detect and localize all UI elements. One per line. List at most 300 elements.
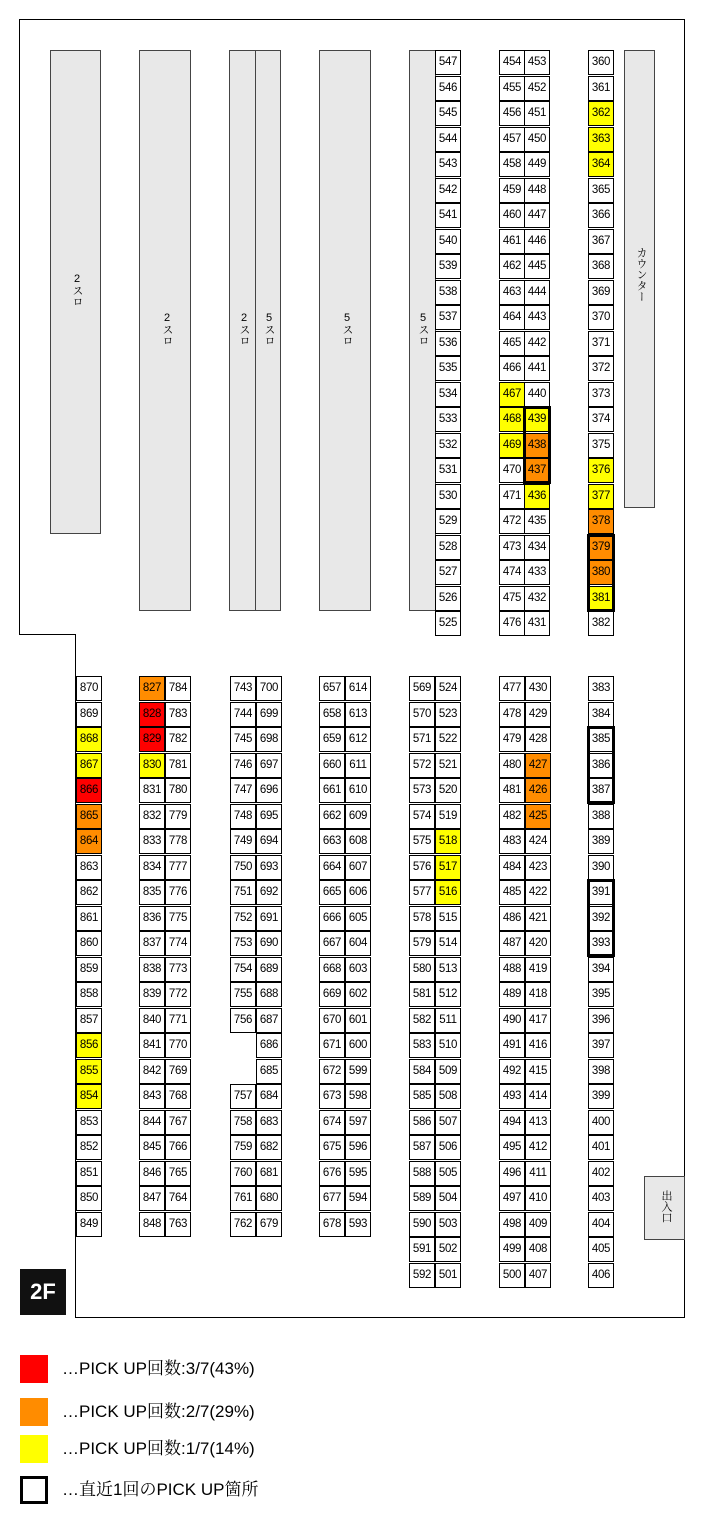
- seat-449[interactable]: 449: [524, 152, 550, 177]
- seat-854[interactable]: 854: [76, 1084, 102, 1109]
- seat-687[interactable]: 687: [256, 1008, 282, 1033]
- seat-598[interactable]: 598: [345, 1084, 371, 1109]
- seat-408[interactable]: 408: [525, 1237, 551, 1262]
- seat-431[interactable]: 431: [524, 611, 550, 636]
- seat-676[interactable]: 676: [319, 1161, 345, 1186]
- seat-397[interactable]: 397: [588, 1033, 614, 1058]
- seat-832[interactable]: 832: [139, 804, 165, 829]
- seat-407[interactable]: 407: [525, 1263, 551, 1288]
- seat-533[interactable]: 533: [435, 407, 461, 432]
- seat-766[interactable]: 766: [165, 1135, 191, 1160]
- seat-845[interactable]: 845: [139, 1135, 165, 1160]
- seat-441[interactable]: 441: [524, 356, 550, 381]
- seat-760[interactable]: 760: [230, 1161, 256, 1186]
- seat-468[interactable]: 468: [499, 407, 525, 432]
- seat-497[interactable]: 497: [499, 1186, 525, 1211]
- seat-754[interactable]: 754: [230, 957, 256, 982]
- seat-430[interactable]: 430: [525, 676, 551, 701]
- seat-675[interactable]: 675: [319, 1135, 345, 1160]
- seat-771[interactable]: 771: [165, 1008, 191, 1033]
- seat-828[interactable]: 828: [139, 702, 165, 727]
- seat-415[interactable]: 415: [525, 1059, 551, 1084]
- seat-519[interactable]: 519: [435, 804, 461, 829]
- seat-689[interactable]: 689: [256, 957, 282, 982]
- seat-452[interactable]: 452: [524, 76, 550, 101]
- seat-463[interactable]: 463: [499, 280, 525, 305]
- seat-473[interactable]: 473: [499, 535, 525, 560]
- seat-836[interactable]: 836: [139, 906, 165, 931]
- seat-696[interactable]: 696: [256, 778, 282, 803]
- seat-413[interactable]: 413: [525, 1110, 551, 1135]
- seat-478[interactable]: 478: [499, 702, 525, 727]
- seat-383[interactable]: 383: [588, 676, 614, 701]
- seat-516[interactable]: 516: [435, 880, 461, 905]
- seat-590[interactable]: 590: [409, 1212, 435, 1237]
- seat-856[interactable]: 856: [76, 1033, 102, 1058]
- seat-688[interactable]: 688: [256, 982, 282, 1007]
- seat-695[interactable]: 695: [256, 804, 282, 829]
- seat-540[interactable]: 540: [435, 229, 461, 254]
- seat-503[interactable]: 503: [435, 1212, 461, 1237]
- seat-362[interactable]: 362: [588, 101, 614, 126]
- seat-387[interactable]: 387: [588, 778, 614, 803]
- seat-450[interactable]: 450: [524, 127, 550, 152]
- seat-589[interactable]: 589: [409, 1186, 435, 1211]
- seat-398[interactable]: 398: [588, 1059, 614, 1084]
- seat-403[interactable]: 403: [588, 1186, 614, 1211]
- seat-395[interactable]: 395: [588, 982, 614, 1007]
- seat-411[interactable]: 411: [525, 1161, 551, 1186]
- seat-381[interactable]: 381: [588, 586, 614, 611]
- seat-777[interactable]: 777: [165, 855, 191, 880]
- seat-745[interactable]: 745: [230, 727, 256, 752]
- seat-666[interactable]: 666: [319, 906, 345, 931]
- seat-843[interactable]: 843: [139, 1084, 165, 1109]
- seat-393[interactable]: 393: [588, 931, 614, 956]
- seat-672[interactable]: 672: [319, 1059, 345, 1084]
- seat-524[interactable]: 524: [435, 676, 461, 701]
- seat-748[interactable]: 748: [230, 804, 256, 829]
- seat-833[interactable]: 833: [139, 829, 165, 854]
- seat-678[interactable]: 678: [319, 1212, 345, 1237]
- seat-692[interactable]: 692: [256, 880, 282, 905]
- seat-773[interactable]: 773: [165, 957, 191, 982]
- seat-762[interactable]: 762: [230, 1212, 256, 1237]
- seat-769[interactable]: 769: [165, 1059, 191, 1084]
- seat-417[interactable]: 417: [525, 1008, 551, 1033]
- seat-454[interactable]: 454: [499, 50, 525, 75]
- seat-829[interactable]: 829: [139, 727, 165, 752]
- seat-757[interactable]: 757: [230, 1084, 256, 1109]
- seat-495[interactable]: 495: [499, 1135, 525, 1160]
- seat-385[interactable]: 385: [588, 727, 614, 752]
- seat-691[interactable]: 691: [256, 906, 282, 931]
- seat-464[interactable]: 464: [499, 305, 525, 330]
- seat-427[interactable]: 427: [525, 753, 551, 778]
- seat-366[interactable]: 366: [588, 203, 614, 228]
- seat-507[interactable]: 507: [435, 1110, 461, 1135]
- seat-447[interactable]: 447: [524, 203, 550, 228]
- seat-545[interactable]: 545: [435, 101, 461, 126]
- seat-488[interactable]: 488: [499, 957, 525, 982]
- seat-428[interactable]: 428: [525, 727, 551, 752]
- seat-784[interactable]: 784: [165, 676, 191, 701]
- seat-479[interactable]: 479: [499, 727, 525, 752]
- seat-423[interactable]: 423: [525, 855, 551, 880]
- seat-685[interactable]: 685: [256, 1059, 282, 1084]
- seat-682[interactable]: 682: [256, 1135, 282, 1160]
- seat-482[interactable]: 482: [499, 804, 525, 829]
- seat-776[interactable]: 776: [165, 880, 191, 905]
- seat-532[interactable]: 532: [435, 433, 461, 458]
- seat-681[interactable]: 681: [256, 1161, 282, 1186]
- seat-526[interactable]: 526: [435, 586, 461, 611]
- seat-572[interactable]: 572: [409, 753, 435, 778]
- seat-783[interactable]: 783: [165, 702, 191, 727]
- seat-412[interactable]: 412: [525, 1135, 551, 1160]
- seat-510[interactable]: 510: [435, 1033, 461, 1058]
- seat-751[interactable]: 751: [230, 880, 256, 905]
- seat-434[interactable]: 434: [524, 535, 550, 560]
- seat-466[interactable]: 466: [499, 356, 525, 381]
- seat-460[interactable]: 460: [499, 203, 525, 228]
- seat-389[interactable]: 389: [588, 829, 614, 854]
- seat-456[interactable]: 456: [499, 101, 525, 126]
- seat-538[interactable]: 538: [435, 280, 461, 305]
- seat-613[interactable]: 613: [345, 702, 371, 727]
- seat-658[interactable]: 658: [319, 702, 345, 727]
- seat-612[interactable]: 612: [345, 727, 371, 752]
- seat-588[interactable]: 588: [409, 1161, 435, 1186]
- seat-444[interactable]: 444: [524, 280, 550, 305]
- seat-445[interactable]: 445: [524, 254, 550, 279]
- seat-609[interactable]: 609: [345, 804, 371, 829]
- seat-531[interactable]: 531: [435, 458, 461, 483]
- seat-834[interactable]: 834: [139, 855, 165, 880]
- seat-759[interactable]: 759: [230, 1135, 256, 1160]
- seat-699[interactable]: 699: [256, 702, 282, 727]
- seat-573[interactable]: 573: [409, 778, 435, 803]
- seat-404[interactable]: 404: [588, 1212, 614, 1237]
- seat-859[interactable]: 859: [76, 957, 102, 982]
- seat-470[interactable]: 470: [499, 458, 525, 483]
- seat-459[interactable]: 459: [499, 178, 525, 203]
- seat-453[interactable]: 453: [524, 50, 550, 75]
- seat-700[interactable]: 700: [256, 676, 282, 701]
- seat-765[interactable]: 765: [165, 1161, 191, 1186]
- seat-386[interactable]: 386: [588, 753, 614, 778]
- seat-593[interactable]: 593: [345, 1212, 371, 1237]
- seat-371[interactable]: 371: [588, 331, 614, 356]
- seat-611[interactable]: 611: [345, 753, 371, 778]
- seat-529[interactable]: 529: [435, 509, 461, 534]
- seat-438[interactable]: 438: [524, 433, 550, 458]
- seat-857[interactable]: 857: [76, 1008, 102, 1033]
- seat-770[interactable]: 770: [165, 1033, 191, 1058]
- seat-499[interactable]: 499: [499, 1237, 525, 1262]
- seat-486[interactable]: 486: [499, 906, 525, 931]
- seat-690[interactable]: 690: [256, 931, 282, 956]
- seat-591[interactable]: 591: [409, 1237, 435, 1262]
- seat-583[interactable]: 583: [409, 1033, 435, 1058]
- seat-363[interactable]: 363: [588, 127, 614, 152]
- seat-604[interactable]: 604: [345, 931, 371, 956]
- seat-512[interactable]: 512: [435, 982, 461, 1007]
- seat-864[interactable]: 864: [76, 829, 102, 854]
- seat-490[interactable]: 490: [499, 1008, 525, 1033]
- seat-487[interactable]: 487: [499, 931, 525, 956]
- seat-680[interactable]: 680: [256, 1186, 282, 1211]
- seat-610[interactable]: 610: [345, 778, 371, 803]
- seat-870[interactable]: 870: [76, 676, 102, 701]
- seat-743[interactable]: 743: [230, 676, 256, 701]
- seat-369[interactable]: 369: [588, 280, 614, 305]
- seat-752[interactable]: 752: [230, 906, 256, 931]
- seat-539[interactable]: 539: [435, 254, 461, 279]
- seat-489[interactable]: 489: [499, 982, 525, 1007]
- seat-831[interactable]: 831: [139, 778, 165, 803]
- seat-599[interactable]: 599: [345, 1059, 371, 1084]
- seat-841[interactable]: 841: [139, 1033, 165, 1058]
- seat-546[interactable]: 546: [435, 76, 461, 101]
- seat-858[interactable]: 858: [76, 982, 102, 1007]
- seat-569[interactable]: 569: [409, 676, 435, 701]
- seat-839[interactable]: 839: [139, 982, 165, 1007]
- seat-659[interactable]: 659: [319, 727, 345, 752]
- seat-368[interactable]: 368: [588, 254, 614, 279]
- seat-513[interactable]: 513: [435, 957, 461, 982]
- seat-390[interactable]: 390: [588, 855, 614, 880]
- seat-426[interactable]: 426: [525, 778, 551, 803]
- seat-851[interactable]: 851: [76, 1161, 102, 1186]
- seat-763[interactable]: 763: [165, 1212, 191, 1237]
- seat-509[interactable]: 509: [435, 1059, 461, 1084]
- seat-378[interactable]: 378: [588, 509, 614, 534]
- seat-506[interactable]: 506: [435, 1135, 461, 1160]
- seat-576[interactable]: 576: [409, 855, 435, 880]
- seat-775[interactable]: 775: [165, 906, 191, 931]
- seat-480[interactable]: 480: [499, 753, 525, 778]
- seat-522[interactable]: 522: [435, 727, 461, 752]
- seat-570[interactable]: 570: [409, 702, 435, 727]
- seat-420[interactable]: 420: [525, 931, 551, 956]
- seat-850[interactable]: 850: [76, 1186, 102, 1211]
- seat-865[interactable]: 865: [76, 804, 102, 829]
- seat-528[interactable]: 528: [435, 535, 461, 560]
- seat-574[interactable]: 574: [409, 804, 435, 829]
- seat-577[interactable]: 577: [409, 880, 435, 905]
- seat-514[interactable]: 514: [435, 931, 461, 956]
- seat-661[interactable]: 661: [319, 778, 345, 803]
- seat-433[interactable]: 433: [524, 560, 550, 585]
- seat-365[interactable]: 365: [588, 178, 614, 203]
- seat-446[interactable]: 446: [524, 229, 550, 254]
- seat-684[interactable]: 684: [256, 1084, 282, 1109]
- seat-862[interactable]: 862: [76, 880, 102, 905]
- seat-360[interactable]: 360: [588, 50, 614, 75]
- seat-388[interactable]: 388: [588, 804, 614, 829]
- seat-667[interactable]: 667: [319, 931, 345, 956]
- seat-437[interactable]: 437: [524, 458, 550, 483]
- seat-853[interactable]: 853: [76, 1110, 102, 1135]
- seat-693[interactable]: 693: [256, 855, 282, 880]
- seat-504[interactable]: 504: [435, 1186, 461, 1211]
- seat-866[interactable]: 866: [76, 778, 102, 803]
- seat-379[interactable]: 379: [588, 535, 614, 560]
- seat-418[interactable]: 418: [525, 982, 551, 1007]
- seat-772[interactable]: 772: [165, 982, 191, 1007]
- seat-543[interactable]: 543: [435, 152, 461, 177]
- seat-607[interactable]: 607: [345, 855, 371, 880]
- seat-525[interactable]: 525: [435, 611, 461, 636]
- seat-867[interactable]: 867: [76, 753, 102, 778]
- seat-587[interactable]: 587: [409, 1135, 435, 1160]
- seat-584[interactable]: 584: [409, 1059, 435, 1084]
- seat-477[interactable]: 477: [499, 676, 525, 701]
- seat-443[interactable]: 443: [524, 305, 550, 330]
- seat-764[interactable]: 764: [165, 1186, 191, 1211]
- seat-578[interactable]: 578: [409, 906, 435, 931]
- seat-384[interactable]: 384: [588, 702, 614, 727]
- seat-842[interactable]: 842: [139, 1059, 165, 1084]
- seat-855[interactable]: 855: [76, 1059, 102, 1084]
- seat-750[interactable]: 750: [230, 855, 256, 880]
- seat-840[interactable]: 840: [139, 1008, 165, 1033]
- seat-694[interactable]: 694: [256, 829, 282, 854]
- seat-838[interactable]: 838: [139, 957, 165, 982]
- seat-747[interactable]: 747: [230, 778, 256, 803]
- seat-571[interactable]: 571: [409, 727, 435, 752]
- seat-669[interactable]: 669: [319, 982, 345, 1007]
- seat-779[interactable]: 779: [165, 804, 191, 829]
- seat-670[interactable]: 670: [319, 1008, 345, 1033]
- seat-541[interactable]: 541: [435, 203, 461, 228]
- seat-863[interactable]: 863: [76, 855, 102, 880]
- seat-844[interactable]: 844: [139, 1110, 165, 1135]
- seat-425[interactable]: 425: [525, 804, 551, 829]
- seat-382[interactable]: 382: [588, 611, 614, 636]
- seat-544[interactable]: 544: [435, 127, 461, 152]
- seat-698[interactable]: 698: [256, 727, 282, 752]
- seat-457[interactable]: 457: [499, 127, 525, 152]
- seat-442[interactable]: 442: [524, 331, 550, 356]
- seat-758[interactable]: 758: [230, 1110, 256, 1135]
- seat-502[interactable]: 502: [435, 1237, 461, 1262]
- seat-606[interactable]: 606: [345, 880, 371, 905]
- seat-491[interactable]: 491: [499, 1033, 525, 1058]
- seat-469[interactable]: 469: [499, 433, 525, 458]
- seat-782[interactable]: 782: [165, 727, 191, 752]
- seat-458[interactable]: 458: [499, 152, 525, 177]
- seat-435[interactable]: 435: [524, 509, 550, 534]
- seat-429[interactable]: 429: [525, 702, 551, 727]
- seat-664[interactable]: 664: [319, 855, 345, 880]
- seat-402[interactable]: 402: [588, 1161, 614, 1186]
- seat-596[interactable]: 596: [345, 1135, 371, 1160]
- seat-830[interactable]: 830: [139, 753, 165, 778]
- seat-756[interactable]: 756: [230, 1008, 256, 1033]
- seat-472[interactable]: 472: [499, 509, 525, 534]
- seat-515[interactable]: 515: [435, 906, 461, 931]
- seat-505[interactable]: 505: [435, 1161, 461, 1186]
- seat-662[interactable]: 662: [319, 804, 345, 829]
- seat-436[interactable]: 436: [524, 484, 550, 509]
- seat-852[interactable]: 852: [76, 1135, 102, 1160]
- seat-767[interactable]: 767: [165, 1110, 191, 1135]
- seat-837[interactable]: 837: [139, 931, 165, 956]
- seat-396[interactable]: 396: [588, 1008, 614, 1033]
- seat-440[interactable]: 440: [524, 382, 550, 407]
- seat-392[interactable]: 392: [588, 906, 614, 931]
- seat-581[interactable]: 581: [409, 982, 435, 1007]
- seat-668[interactable]: 668: [319, 957, 345, 982]
- seat-414[interactable]: 414: [525, 1084, 551, 1109]
- seat-774[interactable]: 774: [165, 931, 191, 956]
- seat-416[interactable]: 416: [525, 1033, 551, 1058]
- seat-860[interactable]: 860: [76, 931, 102, 956]
- seat-493[interactable]: 493: [499, 1084, 525, 1109]
- seat-534[interactable]: 534: [435, 382, 461, 407]
- seat-521[interactable]: 521: [435, 753, 461, 778]
- seat-547[interactable]: 547: [435, 50, 461, 75]
- seat-755[interactable]: 755: [230, 982, 256, 1007]
- seat-768[interactable]: 768: [165, 1084, 191, 1109]
- seat-467[interactable]: 467: [499, 382, 525, 407]
- seat-753[interactable]: 753: [230, 931, 256, 956]
- seat-481[interactable]: 481: [499, 778, 525, 803]
- seat-749[interactable]: 749: [230, 829, 256, 854]
- seat-663[interactable]: 663: [319, 829, 345, 854]
- seat-496[interactable]: 496: [499, 1161, 525, 1186]
- seat-868[interactable]: 868: [76, 727, 102, 752]
- seat-448[interactable]: 448: [524, 178, 550, 203]
- seat-835[interactable]: 835: [139, 880, 165, 905]
- seat-484[interactable]: 484: [499, 855, 525, 880]
- seat-485[interactable]: 485: [499, 880, 525, 905]
- seat-535[interactable]: 535: [435, 356, 461, 381]
- seat-474[interactable]: 474: [499, 560, 525, 585]
- seat-869[interactable]: 869: [76, 702, 102, 727]
- seat-405[interactable]: 405: [588, 1237, 614, 1262]
- seat-494[interactable]: 494: [499, 1110, 525, 1135]
- seat-614[interactable]: 614: [345, 676, 371, 701]
- seat-537[interactable]: 537: [435, 305, 461, 330]
- seat-399[interactable]: 399: [588, 1084, 614, 1109]
- seat-585[interactable]: 585: [409, 1084, 435, 1109]
- seat-372[interactable]: 372: [588, 356, 614, 381]
- seat-439[interactable]: 439: [524, 407, 550, 432]
- seat-697[interactable]: 697: [256, 753, 282, 778]
- seat-501[interactable]: 501: [435, 1263, 461, 1288]
- seat-455[interactable]: 455: [499, 76, 525, 101]
- seat-461[interactable]: 461: [499, 229, 525, 254]
- seat-421[interactable]: 421: [525, 906, 551, 931]
- seat-530[interactable]: 530: [435, 484, 461, 509]
- seat-508[interactable]: 508: [435, 1084, 461, 1109]
- seat-595[interactable]: 595: [345, 1161, 371, 1186]
- seat-462[interactable]: 462: [499, 254, 525, 279]
- seat-520[interactable]: 520: [435, 778, 461, 803]
- seat-511[interactable]: 511: [435, 1008, 461, 1033]
- seat-744[interactable]: 744: [230, 702, 256, 727]
- seat-582[interactable]: 582: [409, 1008, 435, 1033]
- seat-679[interactable]: 679: [256, 1212, 282, 1237]
- seat-451[interactable]: 451: [524, 101, 550, 126]
- seat-579[interactable]: 579: [409, 931, 435, 956]
- seat-375[interactable]: 375: [588, 433, 614, 458]
- seat-686[interactable]: 686: [256, 1033, 282, 1058]
- seat-575[interactable]: 575: [409, 829, 435, 854]
